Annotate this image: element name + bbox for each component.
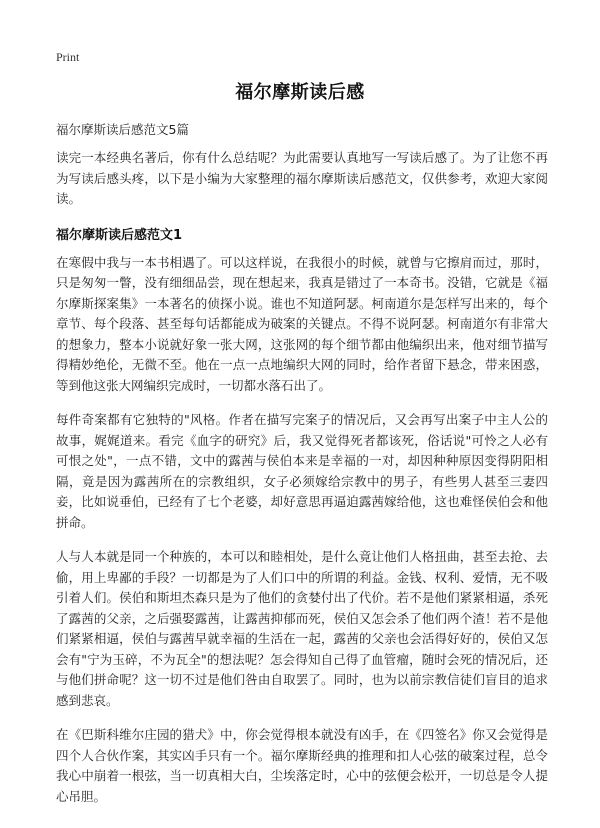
document-subtitle: 福尔摩斯读后感范文5篇	[56, 122, 189, 137]
intro-paragraph: 读完一本经典名著后，你有什么总结呢？为此需要认真地写一写读后感了。为了让您不再为写读后感头疼，以下是小编为大家整理的福尔摩斯读后感范文，仅供参考，欢迎大家阅读。	[56, 150, 548, 206]
print-link[interactable]: Print	[56, 50, 80, 64]
body-paragraph-1: 在寒假中我与一本书相遇了。可以这样说，在我很小的时候，就曾与它擦肩而过，那时，只是匆匆一瞥，没有细细品尝，现在想起来，我真是错过了一本奇书。没错，它就是《福尔摩斯探案集》一本著名的侦探小说。谁也不知道阿瑟。柯南道尔是怎样写出来的，每个章节、每个段落、甚至每句话都能成为破案的关键点。不得不说阿瑟。柯南道尔有非常大的想象力，整本小说就好象一张大网，这张网的每个细节都由他编织出来，他对细节描写得精妙绝伦，无微不至。他在一点一点地编织大网的同时，给作者留下悬念，带来困惑，等到他这张大网编织完成时，一切都水落石出了。	[56, 254, 548, 393]
section-heading: 福尔摩斯读后感范文1	[56, 227, 183, 243]
document-body	[56, 148, 548, 821]
body-paragraph-3: 人与人本就是同一个种族的，本可以和睦相处，是什么竟让他们人格扭曲，甚至去抢、去偷，用上卑鄙的手段？一切都是为了人们口中的所谓的利益。金钱、权利、爱情，无不吸引着人们。侯伯和斯坦杰森只是为了他们的贪婪付出了代价。若不是他们紧紧相逼，杀死了露茜的父亲，之后强娶露茜，让露茜抑郁而死，侯伯又怎会杀了他们两个渣！若不是他们紧紧相逼，侯伯与露茜早就幸福的生活在一起，露茜的父亲也会活得好好的，侯伯又怎会有"宁为玉碎，不为瓦全"的想法呢？怎会得知自己得了血管瘤，随时会死的情况后，还与他们拼命呢？这一切不过是他们咎由自取罢了。同时，也为以前宗教信徒们盲目的追求感到悲哀。	[56, 549, 548, 708]
body-paragraph-4: 在《巴斯科维尔庄园的猎犬》中，你会觉得根本就没有凶手，在《四签名》你又会觉得是四个人合伙作案，其实凶手只有一个。福尔摩斯经典的推理和扣人心弦的破案过程，总令我心中崩着一根弦，当一切真相大白，尘埃落定时，心中的弦便会松开，一切总是令人提心吊胆。	[56, 727, 548, 804]
body-paragraph-2: 每件奇案都有它独特的"风格。作者在描写完案子的情况后，又会再写出案子中主人公的故事，娓娓道来。看完《血字的研究》后，我又觉得死者都该死，俗话说"可怜之人必有可恨之处"，一点不错，文中的露茜与侯伯本来是幸福的一对，却因种种原因变得阴阳相隔，竟是因为露茜所在的宗教组织，女子必须嫁给宗教中的男子，有些男人甚至三妻四妾，比如说垂伯，已经有了七个老婆，却好意思再逼迫露茜嫁给他，这也难怪侯伯会和他拼命。	[56, 412, 548, 530]
page-title: 福尔摩斯读后感	[235, 82, 365, 103]
